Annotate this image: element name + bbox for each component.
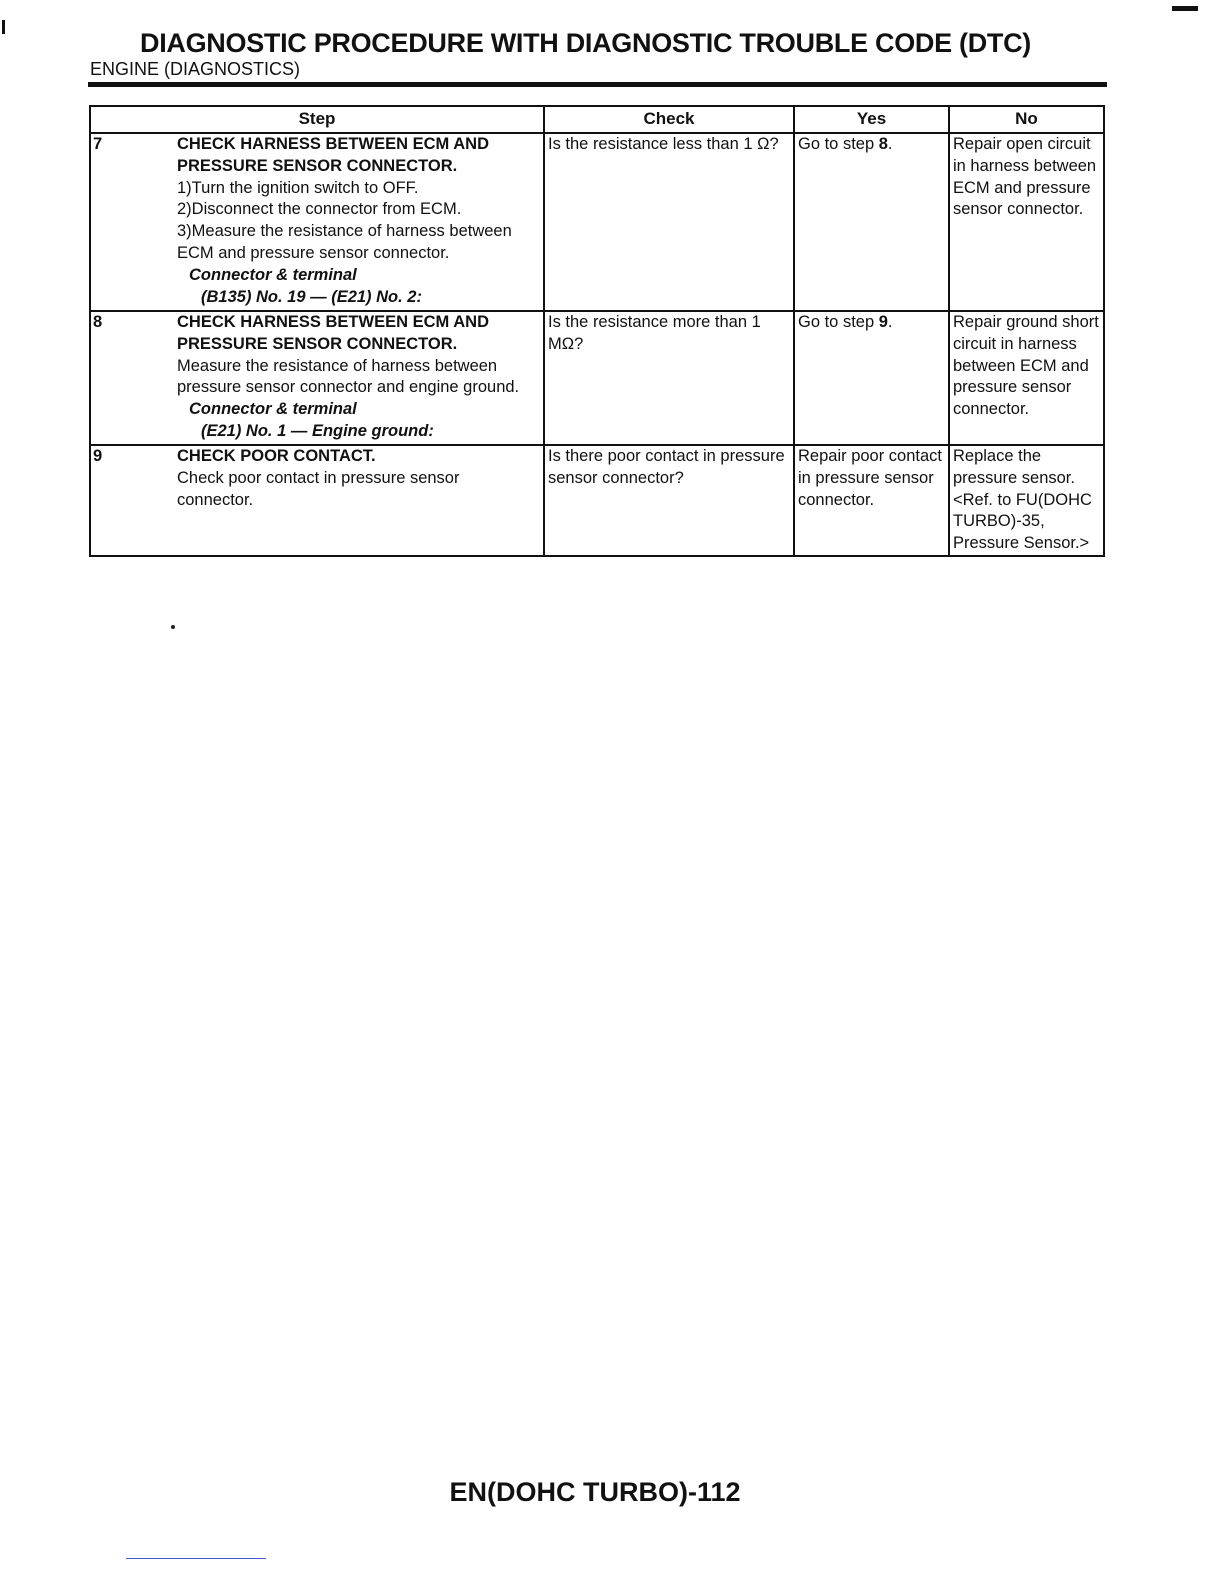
step-number: 9 <box>93 447 103 465</box>
column-header-no: No <box>949 106 1104 133</box>
step-cell <box>90 133 544 311</box>
check-cell: Is the resistance more than 1 MΩ? <box>544 311 794 445</box>
step-body <box>177 134 543 308</box>
no-cell: Repair open circuit in harness between ECM and pressure sensor connector. <box>949 133 1104 311</box>
connector-terminal-label: Connector & terminal <box>189 265 357 284</box>
connector-terminal-value: (B135) No. 19 — (E21) No. 2: <box>201 287 422 306</box>
yes-step-link: 9 <box>878 313 888 331</box>
yes-text: Go to step <box>798 135 879 153</box>
step-number: 7 <box>93 135 103 153</box>
margin-mark <box>2 20 5 34</box>
page-number: EN(DOHC TURBO)-112 <box>449 1477 741 1507</box>
step-instruction: 1)Turn the ignition switch to OFF. <box>177 178 419 197</box>
step-title: CHECK POOR CONTACT. <box>177 447 376 465</box>
footer-rule <box>126 1558 266 1559</box>
yes-suffix: . <box>887 135 893 153</box>
check-cell: Is there poor contact in pressure sensor connector? <box>544 445 794 556</box>
step-body <box>177 446 543 511</box>
header-rule <box>88 82 1107 87</box>
corner-mark <box>1172 6 1198 11</box>
step-number: 8 <box>93 313 103 331</box>
yes-cell <box>794 311 949 445</box>
page-subtitle: ENGINE (DIAGNOSTICS) <box>90 59 301 79</box>
column-header-step: Step <box>90 106 544 133</box>
step-instruction: Measure the resistance of harness between pressure sensor connector and engine ground. <box>177 356 520 397</box>
table-row-step-7 <box>90 133 1104 311</box>
no-cell: Repair ground short circuit in harness between ECM and pressure sensor connector. <box>949 311 1104 445</box>
yes-cell <box>794 133 949 311</box>
yes-suffix: . <box>887 313 893 331</box>
yes-text: Go to step <box>798 313 879 331</box>
step-title: CHECK HARNESS BETWEEN ECM AND PRESSURE SENSOR CONNECTOR. <box>177 313 489 353</box>
step-instruction: 3)Measure the resistance of harness between ECM and pressure sensor connector. <box>177 222 512 262</box>
step-instruction: 2)Disconnect the connector from ECM. <box>177 200 462 219</box>
step-body <box>177 312 543 443</box>
yes-step-link: 8 <box>878 135 888 153</box>
connector-terminal-label: Connector & terminal <box>189 400 357 419</box>
step-cell <box>90 445 544 556</box>
connector-terminal-value: (E21) No. 1 — Engine ground: <box>201 421 434 440</box>
column-header-yes: Yes <box>794 106 949 133</box>
check-cell: Is the resistance less than 1 Ω? <box>544 133 794 311</box>
page-title: DIAGNOSTIC PROCEDURE WITH DIAGNOSTIC TROUBLE CODE (DTC) <box>140 28 1031 58</box>
yes-cell: Repair poor contact in pressure sensor connector. <box>794 445 949 556</box>
table-row-step-8 <box>90 311 1104 445</box>
step-instruction: Check poor contact in pressure sensor connector. <box>177 468 460 509</box>
stray-mark <box>171 625 175 629</box>
table-row-step-9 <box>90 445 1104 556</box>
table-header-row <box>90 106 1104 133</box>
step-title: CHECK HARNESS BETWEEN ECM AND PRESSURE SENSOR CONNECTOR. <box>177 135 489 175</box>
no-cell: Replace the pressure sensor. <Ref. to FU(DOHC TURBO)-35, Pressure Sensor.> <box>949 445 1104 556</box>
diagnostic-table <box>89 105 1105 557</box>
step-cell <box>90 311 544 445</box>
column-header-check: Check <box>544 106 794 133</box>
